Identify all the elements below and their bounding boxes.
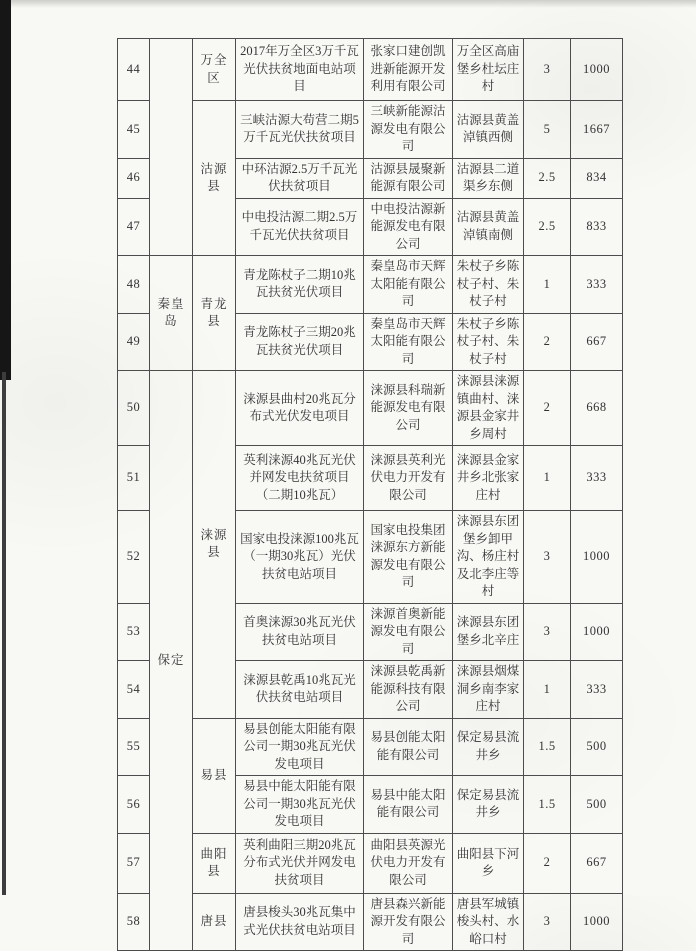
cell-project: 中电投沽源二期2.5万千瓦光伏扶贫项目 [236, 198, 364, 256]
cell-company: 三峡新能源沽源发电有限公司 [364, 101, 453, 159]
cell-no: 46 [118, 158, 150, 198]
cell-project: 英利曲阳三期20兆瓦分布式光伏并网发电扶贫项目 [236, 833, 364, 893]
cell-households: 1000 [571, 39, 623, 101]
table-row [118, 893, 623, 951]
table-row [118, 833, 623, 893]
cell-capacity: 2 [524, 371, 571, 446]
cell-no: 56 [118, 776, 150, 834]
cell-company: 秦皇岛市天辉太阳能有限公司 [364, 313, 453, 371]
cell-households: 667 [571, 833, 623, 893]
cell-no: 50 [118, 371, 150, 446]
cell-households: 333 [571, 256, 623, 314]
cell-company: 涞源首奥新能源发电有限公司 [364, 603, 453, 661]
cell-capacity: 2 [524, 313, 571, 371]
cell-village: 沽源县黄盖淖镇西侧 [453, 101, 524, 159]
table-row [118, 371, 623, 446]
cell-no: 49 [118, 313, 150, 371]
cell-capacity: 1.5 [524, 776, 571, 834]
cell-company: 沽源县晟聚新能源有限公司 [364, 158, 453, 198]
table-row [118, 718, 623, 776]
cell-capacity: 3 [524, 511, 571, 604]
cell-village: 万全区高庙堡乡杜坛庄村 [453, 39, 524, 101]
cell-capacity: 3 [524, 893, 571, 951]
cell-no: 45 [118, 101, 150, 159]
cell-households: 333 [571, 446, 623, 511]
cell-households: 500 [571, 776, 623, 834]
cell-households: 1000 [571, 511, 623, 604]
cell-project: 2017年万全区3万千瓦光伏扶贫地面电站项目 [236, 39, 364, 101]
cell-capacity: 3 [524, 39, 571, 101]
cell-company: 曲阳县英源光伏电力开发有限公司 [364, 833, 453, 893]
cell-village: 唐县军城镇梭头村、水峪口村 [453, 893, 524, 951]
cell-no: 53 [118, 603, 150, 661]
cell-no: 58 [118, 893, 150, 951]
cell-village: 涞源县金家井乡北张家庄村 [453, 446, 524, 511]
cell-no: 57 [118, 833, 150, 893]
cell-village: 涞源县烟煤洞乡南李家庄村 [453, 661, 524, 719]
project-table-body [118, 39, 623, 951]
cell-county: 曲阳县 [193, 833, 236, 893]
cell-households: 500 [571, 718, 623, 776]
cell-company: 张家口建创凯进新能源开发利用有限公司 [364, 39, 453, 101]
cell-project: 国家电投涞源100兆瓦（一期30兆瓦）光伏扶贫电站项目 [236, 511, 364, 604]
cell-company: 国家电投集团涞源东方新能源发电有限公司 [364, 511, 453, 604]
scan-top-shade [0, 0, 696, 8]
cell-project: 英利涞源40兆瓦光伏并网发电扶贫项目（二期10兆瓦） [236, 446, 364, 511]
cell-no: 52 [118, 511, 150, 604]
table-row [118, 101, 623, 159]
cell-company: 易县创能太阳能有限公司 [364, 718, 453, 776]
table-row [118, 256, 623, 314]
cell-no: 48 [118, 256, 150, 314]
cell-no: 55 [118, 718, 150, 776]
cell-county: 万全区 [193, 39, 236, 101]
cell-village: 涞源县涞源镇曲村、涞源县金家井乡周村 [453, 371, 524, 446]
cell-capacity: 5 [524, 101, 571, 159]
cell-project: 易县创能太阳能有限公司一期30兆瓦光伏发电项目 [236, 718, 364, 776]
cell-capacity: 1.5 [524, 718, 571, 776]
cell-households: 1000 [571, 893, 623, 951]
cell-capacity: 1 [524, 256, 571, 314]
cell-project: 中环沽源2.5万千瓦光伏扶贫项目 [236, 158, 364, 198]
cell-project: 易县中能太阳能有限公司一期30兆瓦光伏发电项目 [236, 776, 364, 834]
cell-capacity: 1 [524, 446, 571, 511]
cell-households: 1000 [571, 603, 623, 661]
cell-county: 唐县 [193, 893, 236, 951]
cell-village: 沽源县二道渠乡东侧 [453, 158, 524, 198]
cell-village: 曲阳县下河乡 [453, 833, 524, 893]
cell-households: 333 [571, 661, 623, 719]
cell-households: 1667 [571, 101, 623, 159]
cell-company: 涞源县科瑞新能源发电有限公司 [364, 371, 453, 446]
cell-company: 中电投沽源新能源发电有限公司 [364, 198, 453, 256]
cell-village: 保定易县流井乡 [453, 718, 524, 776]
scan-edge-strip [0, 0, 11, 380]
cell-company: 唐县森兴新能源开发有限公司 [364, 893, 453, 951]
cell-capacity: 2.5 [524, 198, 571, 256]
cell-city: 保定 [150, 371, 193, 951]
cell-village: 涞源县东团堡乡卸甲沟、杨庄村及北李庄等村 [453, 511, 524, 604]
cell-capacity: 2 [524, 833, 571, 893]
scan-edge-strip-thin [2, 372, 6, 895]
cell-company: 易县中能太阳能有限公司 [364, 776, 453, 834]
cell-village: 保定易县流井乡 [453, 776, 524, 834]
cell-village: 朱杖子乡陈杖子村、朱杖子村 [453, 256, 524, 314]
cell-no: 51 [118, 446, 150, 511]
cell-capacity: 3 [524, 603, 571, 661]
cell-households: 668 [571, 371, 623, 446]
cell-households: 833 [571, 198, 623, 256]
cell-no: 47 [118, 198, 150, 256]
cell-project: 青龙陈杖子三期20兆瓦扶贫光伏项目 [236, 313, 364, 371]
cell-village: 沽源县黄盖淖镇南侧 [453, 198, 524, 256]
cell-project: 唐县梭头30兆瓦集中式光伏扶贫电站项目 [236, 893, 364, 951]
table-row [118, 39, 623, 101]
cell-project: 涞源县乾禹10兆瓦光伏扶贫电站项目 [236, 661, 364, 719]
cell-project: 涞源县曲村20兆瓦分布式光伏发电项目 [236, 371, 364, 446]
cell-village: 朱杖子乡陈杖子村、朱杖子村 [453, 313, 524, 371]
cell-company: 涞源县乾禹新能源科技有限公司 [364, 661, 453, 719]
cell-company: 秦皇岛市天辉太阳能有限公司 [364, 256, 453, 314]
cell-village: 涞源县东团堡乡北辛庄 [453, 603, 524, 661]
cell-county: 易县 [193, 718, 236, 833]
cell-county: 涞源县 [193, 371, 236, 719]
cell-project: 青龙陈杖子二期10兆瓦扶贫光伏项目 [236, 256, 364, 314]
cell-county: 沽源县 [193, 101, 236, 256]
cell-no: 54 [118, 661, 150, 719]
cell-city: 秦皇岛 [150, 256, 193, 371]
pv-poverty-alleviation-table [117, 38, 623, 951]
cell-no: 44 [118, 39, 150, 101]
cell-company: 涞源县英利光伏电力开发有限公司 [364, 446, 453, 511]
cell-capacity: 1 [524, 661, 571, 719]
cell-project: 三峡沽源大苟营二期5万千瓦光伏扶贫项目 [236, 101, 364, 159]
cell-households: 667 [571, 313, 623, 371]
cell-project: 首奥涞源30兆瓦光伏扶贫电站项目 [236, 603, 364, 661]
cell-households: 834 [571, 158, 623, 198]
cell-capacity: 2.5 [524, 158, 571, 198]
cell-city [150, 39, 193, 256]
cell-county: 青龙县 [193, 256, 236, 371]
